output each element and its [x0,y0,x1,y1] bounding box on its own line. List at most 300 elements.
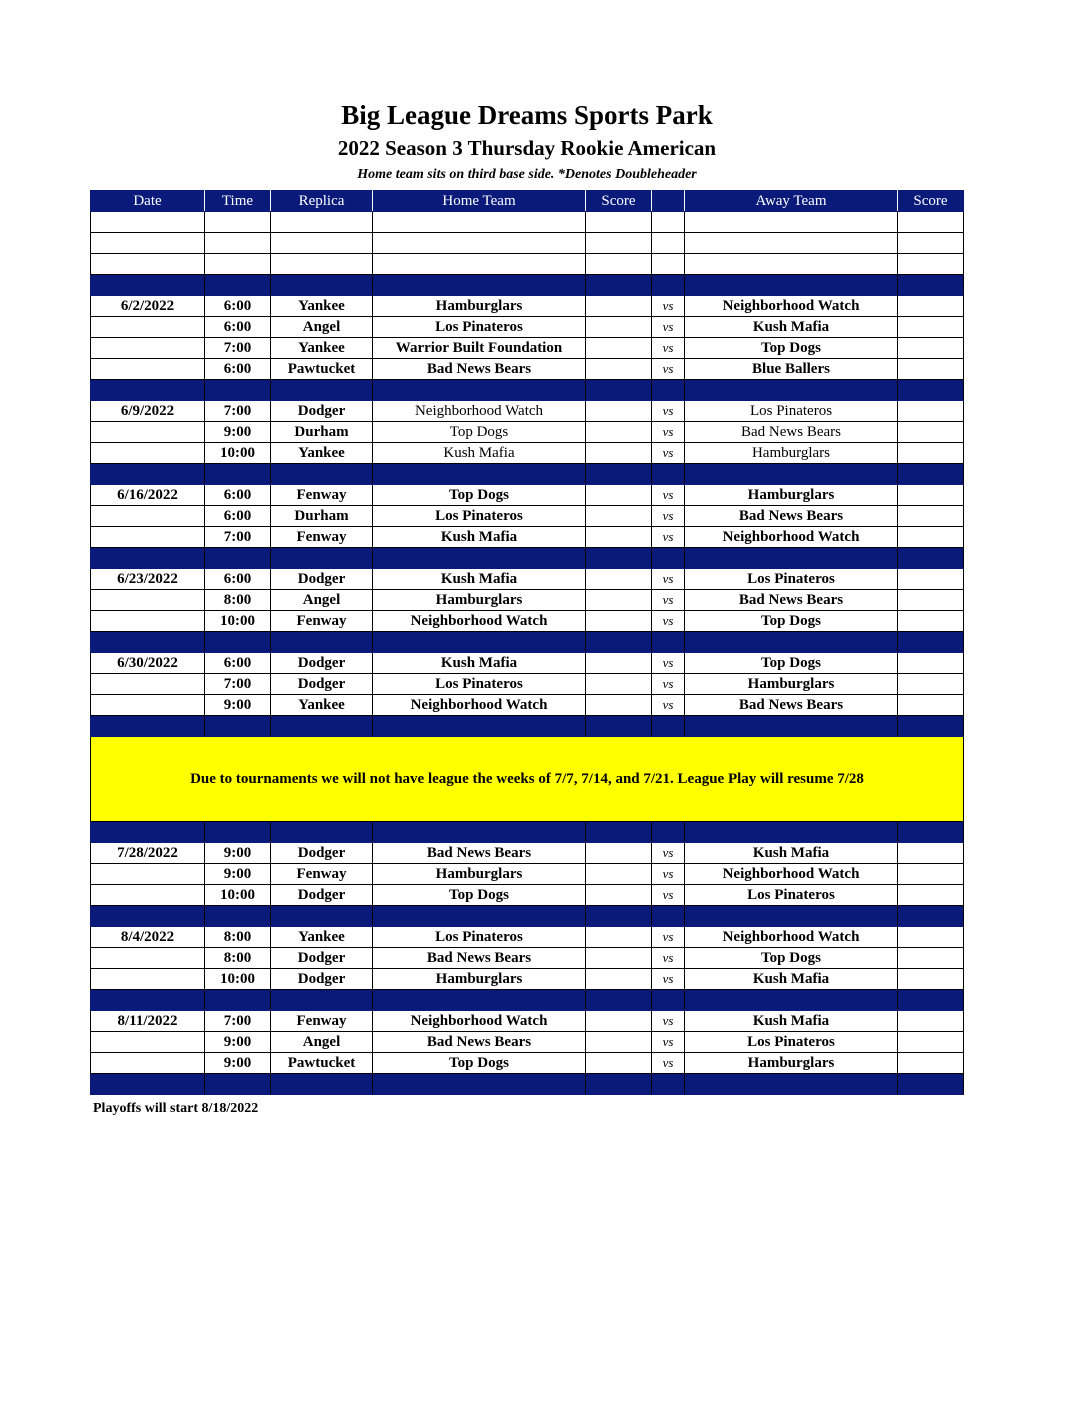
cell-score2 [898,1011,964,1032]
cell-time: 6:00 [205,317,271,338]
cell-time: 9:00 [205,1032,271,1053]
cell-time: 8:00 [205,948,271,969]
week-separator-row [91,822,964,843]
game-row [91,527,964,548]
cell-score1 [586,1074,652,1095]
cell-date: 6/16/2022 [91,485,205,506]
cell-score1 [586,317,652,338]
cell-score2 [898,485,964,506]
week-separator-row [91,990,964,1011]
header-row [91,191,964,212]
cell-score2 [898,506,964,527]
cell-away: Hamburglars [685,443,898,464]
cell-date [91,885,205,906]
cell-score2 [898,1053,964,1074]
cell-away: Los Pinateros [685,1032,898,1053]
game-row [91,885,964,906]
cell-score2 [898,233,964,254]
cell-time [205,906,271,927]
cell-replica [271,275,373,296]
cell-replica: Dodger [271,948,373,969]
cell-away [685,380,898,401]
cell-date [91,422,205,443]
cell-time [205,990,271,1011]
cell-replica [271,464,373,485]
cell-time [205,275,271,296]
cell-score1 [586,569,652,590]
cell-home: Los Pinateros [373,674,586,695]
cell-score1 [586,422,652,443]
cell-home: Bad News Bears [373,948,586,969]
cell-vs: vs [652,653,685,674]
cell-vs [652,212,685,233]
cell-away: Hamburglars [685,1053,898,1074]
cell-time [205,233,271,254]
cell-time [205,464,271,485]
cell-date [91,317,205,338]
cell-date [91,695,205,716]
cell-time [205,254,271,275]
cell-away: Bad News Bears [685,422,898,443]
cell-away [685,716,898,737]
cell-score1 [586,948,652,969]
cell-away [685,906,898,927]
notice-row [91,737,964,822]
cell-score2 [898,906,964,927]
cell-replica: Yankee [271,338,373,359]
cell-home: Top Dogs [373,885,586,906]
cell-away [685,464,898,485]
cell-score1 [586,695,652,716]
cell-score2 [898,548,964,569]
cell-score1 [586,611,652,632]
cell-date [91,990,205,1011]
cell-away [685,822,898,843]
cell-home: Kush Mafia [373,653,586,674]
cell-away: Top Dogs [685,338,898,359]
cell-home [373,716,586,737]
game-row [91,1011,964,1032]
header-home-score: Score [586,191,652,212]
cell-time [205,716,271,737]
cell-score2 [898,674,964,695]
cell-score1 [586,1011,652,1032]
page-subtitle: 2022 Season 3 Thursday Rookie American [337,136,717,160]
game-row [91,864,964,885]
cell-date: 6/23/2022 [91,569,205,590]
cell-time: 6:00 [205,359,271,380]
cell-vs: vs [652,338,685,359]
cell-vs [652,254,685,275]
cell-home: Hamburglars [373,296,586,317]
cell-vs: vs [652,1053,685,1074]
cell-time: 6:00 [205,569,271,590]
cell-time: 8:00 [205,590,271,611]
cell-date [91,380,205,401]
cell-vs: vs [652,843,685,864]
header-replica: Replica [271,191,373,212]
header-away-team: Away Team [685,191,898,212]
cell-time: 7:00 [205,527,271,548]
cell-date [91,716,205,737]
cell-replica [271,254,373,275]
cell-date [91,674,205,695]
cell-date: 6/30/2022 [91,653,205,674]
cell-date [91,906,205,927]
cell-score1 [586,927,652,948]
cell-replica: Fenway [271,611,373,632]
game-row [91,969,964,990]
cell-score1 [586,843,652,864]
week-separator-row [91,1074,964,1095]
cell-replica: Durham [271,506,373,527]
cell-time [205,548,271,569]
cell-score1 [586,590,652,611]
cell-time: 10:00 [205,443,271,464]
cell-date [91,969,205,990]
cell-time: 9:00 [205,864,271,885]
cell-score2 [898,275,964,296]
cell-away [685,1074,898,1095]
cell-replica: Dodger [271,969,373,990]
cell-home [373,1074,586,1095]
cell-home: Los Pinateros [373,317,586,338]
cell-home: Kush Mafia [373,527,586,548]
cell-date: 6/9/2022 [91,401,205,422]
cell-vs: vs [652,1011,685,1032]
game-row [91,1032,964,1053]
cell-home: Top Dogs [373,422,586,443]
cell-score2 [898,611,964,632]
cell-score1 [586,653,652,674]
cell-home: Bad News Bears [373,843,586,864]
cell-time [205,1074,271,1095]
cell-time: 6:00 [205,506,271,527]
game-row [91,359,964,380]
cell-vs: vs [652,569,685,590]
cell-away [685,233,898,254]
cell-away: Neighborhood Watch [685,296,898,317]
game-row [91,338,964,359]
cell-score1 [586,506,652,527]
cell-vs [652,464,685,485]
cell-home: Neighborhood Watch [373,1011,586,1032]
cell-home [373,212,586,233]
cell-time [205,632,271,653]
cell-replica: Dodger [271,674,373,695]
cell-date: 7/28/2022 [91,843,205,864]
cell-home [373,990,586,1011]
cell-date [91,822,205,843]
cell-replica: Pawtucket [271,1053,373,1074]
header-home-team: Home Team [373,191,586,212]
cell-vs [652,548,685,569]
game-row [91,485,964,506]
cell-date [91,506,205,527]
cell-score1 [586,464,652,485]
cell-away: Kush Mafia [685,969,898,990]
cell-home: Neighborhood Watch [373,611,586,632]
cell-vs [652,275,685,296]
cell-vs: vs [652,527,685,548]
cell-replica: Dodger [271,653,373,674]
cell-date: 6/2/2022 [91,296,205,317]
cell-date [91,948,205,969]
cell-time: 10:00 [205,885,271,906]
cell-score2 [898,822,964,843]
cell-score2 [898,653,964,674]
cell-away: Blue Ballers [685,359,898,380]
cell-home: Hamburglars [373,969,586,990]
schedule-table [90,190,964,1095]
cell-date [91,611,205,632]
cell-score2 [898,380,964,401]
cell-away: Top Dogs [685,611,898,632]
cell-score2 [898,443,964,464]
cell-score1 [586,864,652,885]
cell-away: Bad News Bears [685,590,898,611]
cell-time: 8:00 [205,927,271,948]
cell-replica: Fenway [271,1011,373,1032]
schedule-body [91,212,964,1095]
cell-score2 [898,1032,964,1053]
cell-score2 [898,590,964,611]
cell-time: 7:00 [205,338,271,359]
cell-date [91,1053,205,1074]
cell-away: Neighborhood Watch [685,927,898,948]
cell-vs [652,380,685,401]
game-row [91,443,964,464]
cell-home [373,548,586,569]
cell-date [91,275,205,296]
cell-home: Bad News Bears [373,359,586,380]
cell-replica: Fenway [271,864,373,885]
cell-vs: vs [652,590,685,611]
cell-home: Warrior Built Foundation [373,338,586,359]
cell-replica [271,990,373,1011]
empty-row [91,233,964,254]
cell-date [91,359,205,380]
cell-score1 [586,275,652,296]
cell-away: Los Pinateros [685,401,898,422]
cell-vs: vs [652,485,685,506]
header-away-score: Score [898,191,964,212]
cell-score2 [898,843,964,864]
cell-date [91,212,205,233]
cell-date [91,1074,205,1095]
cell-score1 [586,548,652,569]
cell-home: Neighborhood Watch [373,401,586,422]
cell-date [91,864,205,885]
week-separator-row [91,380,964,401]
week-separator-row [91,464,964,485]
cell-vs: vs [652,296,685,317]
cell-score1 [586,674,652,695]
cell-time: 6:00 [205,653,271,674]
cell-date [91,527,205,548]
cell-score1 [586,906,652,927]
cell-vs: vs [652,674,685,695]
cell-replica: Angel [271,317,373,338]
cell-away [685,254,898,275]
cell-vs [652,822,685,843]
cell-away: Top Dogs [685,948,898,969]
cell-score1 [586,632,652,653]
cell-away: Hamburglars [685,485,898,506]
cell-score1 [586,527,652,548]
cell-home: Top Dogs [373,1053,586,1074]
cell-vs [652,632,685,653]
cell-score2 [898,569,964,590]
cell-vs: vs [652,1032,685,1053]
game-row [91,569,964,590]
cell-vs [652,990,685,1011]
game-row [91,653,964,674]
cell-away: Kush Mafia [685,843,898,864]
cell-score2 [898,632,964,653]
cell-date [91,548,205,569]
cell-replica: Yankee [271,443,373,464]
header-date: Date [91,191,205,212]
cell-date [91,590,205,611]
cell-score2 [898,212,964,233]
cell-replica [271,716,373,737]
empty-row [91,212,964,233]
cell-away [685,548,898,569]
cell-time [205,212,271,233]
cell-score1 [586,338,652,359]
cell-home [373,906,586,927]
cell-time: 9:00 [205,843,271,864]
cell-vs: vs [652,927,685,948]
cell-time: 6:00 [205,485,271,506]
cell-date [91,443,205,464]
cell-time: 10:00 [205,969,271,990]
cell-score2 [898,885,964,906]
cell-away: Los Pinateros [685,569,898,590]
cell-score2 [898,254,964,275]
cell-time: 7:00 [205,674,271,695]
doubleheader-note: Home team sits on third base side. *Denotes Doubleheader [357,167,697,182]
cell-score2 [898,296,964,317]
cell-home: Neighborhood Watch [373,695,586,716]
cell-replica: Yankee [271,695,373,716]
notice-banner: Due to tournaments we will not have league the weeks of 7/7, 7/14, and 7/21. League Play will resume 7/28 [91,737,964,822]
cell-date [91,338,205,359]
cell-score2 [898,969,964,990]
cell-away: Los Pinateros [685,885,898,906]
cell-score1 [586,233,652,254]
cell-score1 [586,990,652,1011]
cell-replica: Angel [271,1032,373,1053]
game-row [91,1053,964,1074]
cell-score2 [898,401,964,422]
cell-date [91,254,205,275]
cell-score1 [586,401,652,422]
cell-home: Hamburglars [373,864,586,885]
cell-score1 [586,443,652,464]
cell-home [373,275,586,296]
playoffs-note: Playoffs will start 8/18/2022 [93,1101,259,1116]
cell-replica [271,1074,373,1095]
cell-vs: vs [652,401,685,422]
cell-date [91,464,205,485]
cell-home: Los Pinateros [373,927,586,948]
cell-score1 [586,212,652,233]
cell-score1 [586,885,652,906]
cell-score2 [898,317,964,338]
game-row [91,506,964,527]
cell-score1 [586,822,652,843]
cell-vs [652,716,685,737]
empty-row [91,254,964,275]
cell-score1 [586,1032,652,1053]
cell-score1 [586,359,652,380]
cell-replica [271,548,373,569]
cell-replica [271,822,373,843]
cell-vs: vs [652,864,685,885]
game-row [91,590,964,611]
cell-score2 [898,948,964,969]
cell-replica: Dodger [271,885,373,906]
cell-home: Bad News Bears [373,1032,586,1053]
game-row [91,401,964,422]
cell-away [685,275,898,296]
cell-replica: Dodger [271,843,373,864]
cell-time [205,380,271,401]
cell-home [373,233,586,254]
cell-vs [652,233,685,254]
header-time: Time [205,191,271,212]
cell-time: 10:00 [205,611,271,632]
cell-away: Neighborhood Watch [685,864,898,885]
cell-time: 9:00 [205,695,271,716]
cell-away: Hamburglars [685,674,898,695]
cell-away: Bad News Bears [685,506,898,527]
cell-home [373,380,586,401]
week-separator-row [91,906,964,927]
cell-replica: Fenway [271,485,373,506]
cell-date [91,1032,205,1053]
game-row [91,927,964,948]
cell-time: 6:00 [205,296,271,317]
cell-vs: vs [652,506,685,527]
cell-score2 [898,359,964,380]
cell-time: 9:00 [205,422,271,443]
cell-vs: vs [652,948,685,969]
cell-away: Bad News Bears [685,695,898,716]
cell-score1 [586,969,652,990]
cell-score1 [586,254,652,275]
cell-vs [652,1074,685,1095]
cell-home: Top Dogs [373,485,586,506]
cell-replica [271,212,373,233]
cell-replica: Pawtucket [271,359,373,380]
cell-date [91,632,205,653]
cell-replica: Angel [271,590,373,611]
cell-away: Kush Mafia [685,317,898,338]
game-row [91,611,964,632]
week-separator-row [91,632,964,653]
cell-date: 8/4/2022 [91,927,205,948]
cell-score2 [898,527,964,548]
cell-date: 8/11/2022 [91,1011,205,1032]
week-separator-row [91,275,964,296]
cell-vs [652,906,685,927]
game-row [91,948,964,969]
cell-vs: vs [652,695,685,716]
cell-home [373,822,586,843]
